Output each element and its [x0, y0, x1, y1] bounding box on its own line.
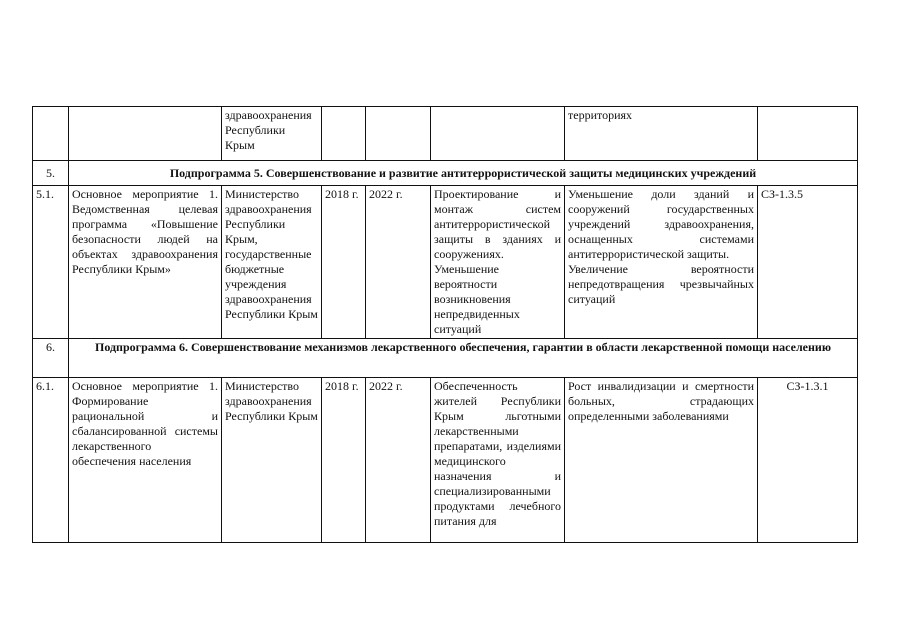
section-title: Подпрограмма 6. Совершенствование механизмов лекарственного обеспечения, гарантии в области лекарственной помощи населению	[69, 339, 858, 378]
section-row	[33, 161, 858, 186]
cell-code: СЗ-1.3.5	[758, 186, 858, 339]
cell-executor: Министерство здравоохранения Республики Крым	[222, 378, 322, 543]
cell-result: территориях	[565, 107, 758, 161]
cell-num: 5.	[33, 161, 69, 186]
cell-directions: Проектирование и монтаж систем антитеррористической защиты в зданиях и сооружениях. Уменьшение вероятности возникновения непредвиденных ситуаций	[431, 186, 565, 339]
cell-event: Основное мероприятие 1. Формирование рациональной и сбалансированной системы лекарственного обеспечения населения	[69, 378, 222, 543]
cell-result: Рост инвалидизации и смертности больных, страдающих определенными заболеваниями	[565, 378, 758, 543]
cell-start: 2018 г.	[322, 186, 366, 339]
cell-start	[322, 107, 366, 161]
cell-event	[69, 107, 222, 161]
cell-num: 5.1.	[33, 186, 69, 339]
cell-start: 2018 г.	[322, 378, 366, 543]
cell-executor: здравоохранения Республики Крым	[222, 107, 322, 161]
cell-num: 6.	[33, 339, 69, 378]
table-row	[33, 186, 858, 339]
cell-result: Уменьшение доли зданий и сооружений государственных учреждений здравоохранения, оснащенных системами антитеррористической защиты. Увеличение вероятности непредотвращения чрезвычайных ситуаций	[565, 186, 758, 339]
cell-end: 2022 г.	[366, 186, 431, 339]
cell-end	[366, 107, 431, 161]
cell-directions: Обеспеченность жителей Республики Крым льготными лекарственными препаратами, изделиями медицинского назначения и специализированными продуктами лечебного питания для	[431, 378, 565, 543]
cell-code	[758, 107, 858, 161]
cell-code: СЗ-1.3.1	[758, 378, 858, 543]
section-row	[33, 339, 858, 378]
cell-num	[33, 107, 69, 161]
cell-directions	[431, 107, 565, 161]
section-title: Подпрограмма 5. Совершенствование и развитие антитеррористической защиты медицинских учреждений	[69, 161, 858, 186]
table-row	[33, 378, 858, 543]
program-table	[32, 106, 858, 543]
table-row	[33, 107, 858, 161]
cell-executor: Министерство здравоохранения Республики Крым, государственные бюджетные учреждения здравоохранения Республики Крым	[222, 186, 322, 339]
cell-num: 6.1.	[33, 378, 69, 543]
cell-end: 2022 г.	[366, 378, 431, 543]
cell-event: Основное мероприятие 1. Ведомственная целевая программа «Повышение безопасности людей на объектах здравоохранения Республики Крым»	[69, 186, 222, 339]
